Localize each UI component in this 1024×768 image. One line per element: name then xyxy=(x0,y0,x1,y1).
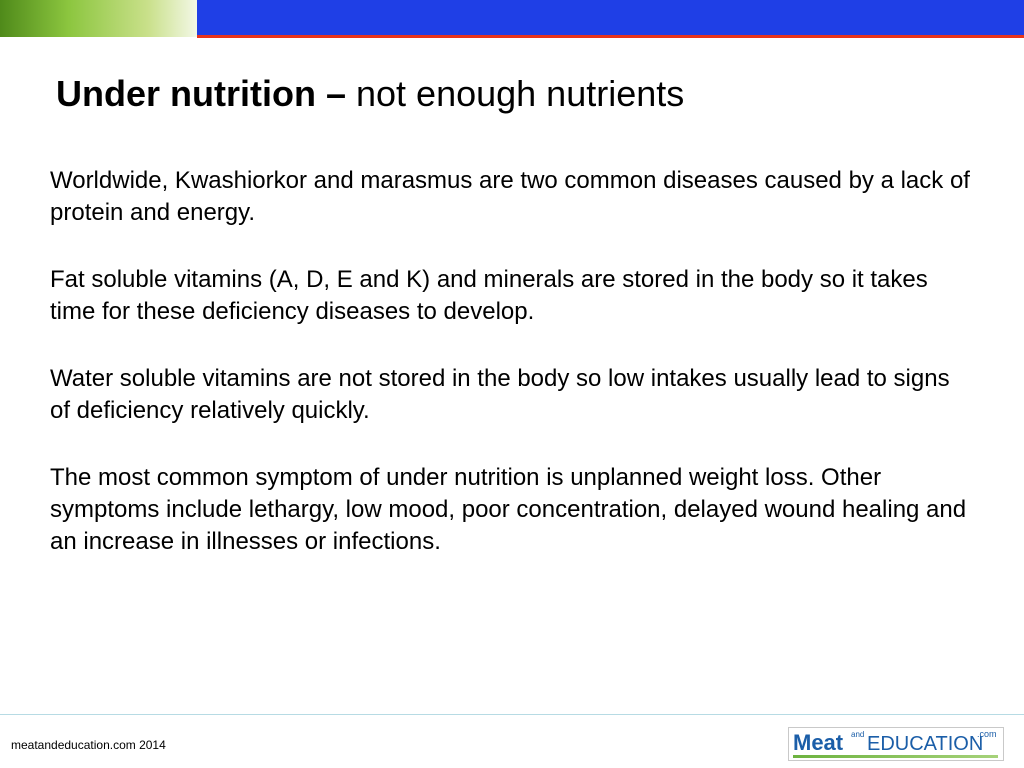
paragraph-4: The most common symptom of under nutrition is unplanned weight loss. Other symptoms include lethargy, low mood, poor concentration, delayed wound healing and an increase in illnesses or infections. xyxy=(50,464,967,555)
slide-title xyxy=(56,72,684,116)
logo-and-text: and xyxy=(851,730,865,739)
slide-body xyxy=(50,165,975,593)
slide-title-rest: not enough nutrients xyxy=(346,73,685,114)
paragraph-2: Fat soluble vitamins (A, D, E and K) and minerals are stored in the body so it takes time for these deficiency diseases to develop. xyxy=(50,266,928,325)
footer-credit: meatandeducation.com 2014 xyxy=(11,738,166,752)
header-band xyxy=(0,0,1024,37)
logo-underline xyxy=(793,755,998,758)
paragraph-3: Water soluble vitamins are not stored in the body so low intakes usually lead to signs of deficiency relatively quickly. xyxy=(50,365,950,424)
header-red-line xyxy=(197,35,1024,38)
slide-title-bold: Under nutrition – xyxy=(56,73,346,114)
header-blue-bar xyxy=(197,0,1024,37)
logo-com-text: .com xyxy=(977,729,997,739)
meat-and-education-logo xyxy=(788,727,1004,761)
logo-education-text: EDUCATION xyxy=(867,733,984,755)
header-green-gradient xyxy=(0,0,197,37)
paragraph-1: Worldwide, Kwashiorkor and marasmus are two common diseases caused by a lack of protein and energy. xyxy=(50,167,970,226)
footer-divider xyxy=(0,714,1024,715)
logo-meat-text: Meat xyxy=(793,730,844,755)
